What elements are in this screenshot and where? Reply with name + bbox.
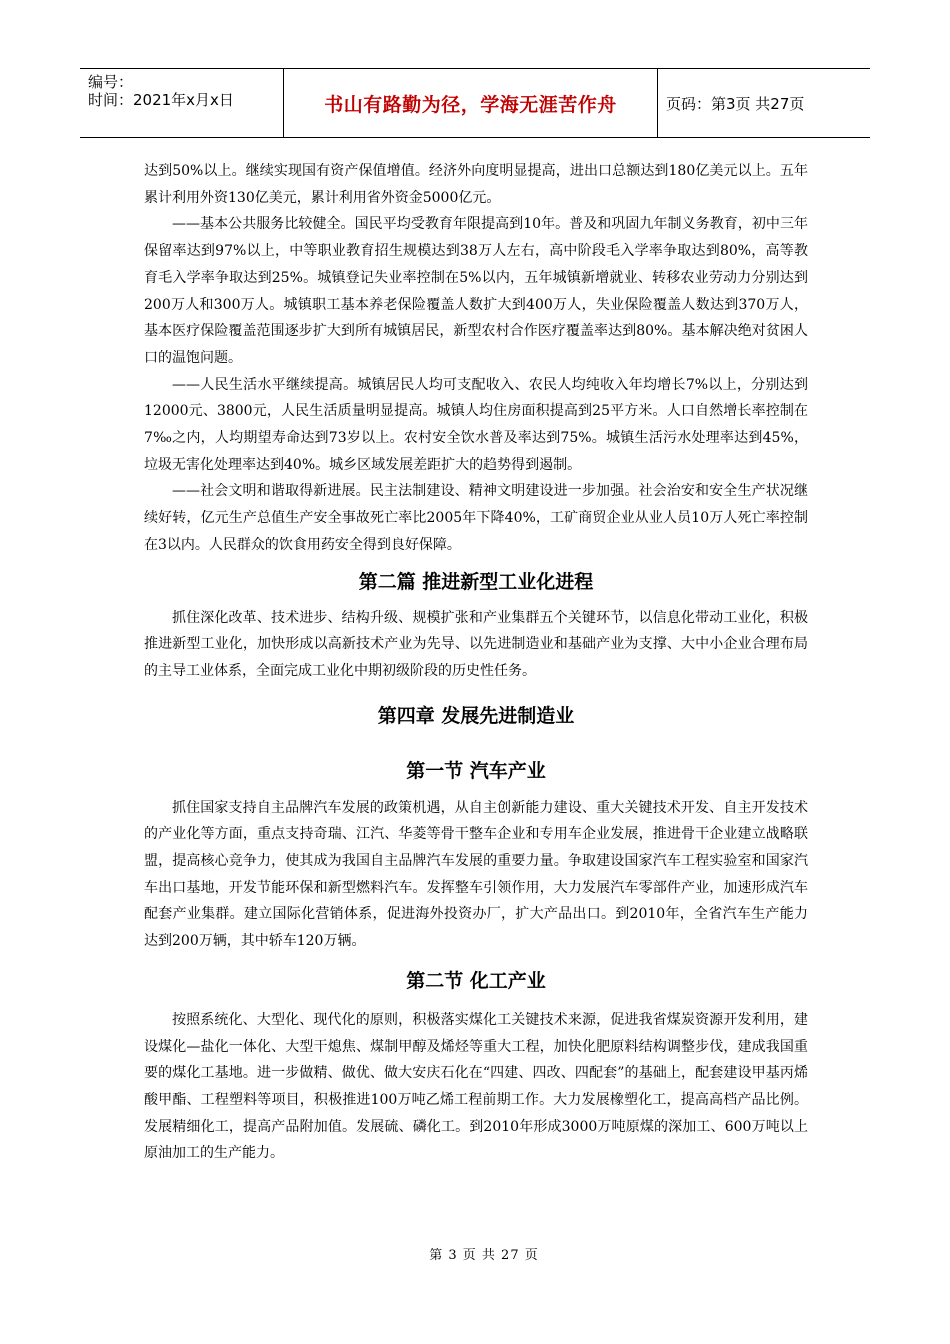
paragraph: 抓住深化改革、技术进步、结构升级、规模扩张和产业集群五个关键环节，以信息化带动工业化，积极推进新型工业化，加快形成以高新技术产业为先导、以先进制造业和基础产业为支撑、大中小企业合理布局的主导工业体系，全面完成工业化中期初级阶段的历史性任务。 — [144, 609, 808, 679]
section-heading: 第一节 汽车产业 — [406, 759, 546, 782]
header-time-label: 时间：2021年x月x日 — [88, 91, 234, 109]
paragraph: 抓住国家支持自主品牌汽车发展的政策机遇，从自主创新能力建设、重大关键技术开发、自主开发技术的产业化等方面，重点支持奇瑞、江汽、华菱等骨干整车企业和专用车企业发展，推进骨干企业建立战略联盟，提高核心竞争力，使其成为我国自主品牌汽车发展的重要力量。争取建设国家汽车工程实验室和国家汽车出口基地，开发节能环保和新型燃料汽车。发挥整车引领作用，大力发展汽车零部件产业，加速形成汽车配套产业集群。建立国际化营销体系，促进海外投资办厂，扩大产品出口。到2010年，全省汽车生产能力达到200万辆，其中轿车120万辆。 — [144, 799, 808, 950]
paragraph: 达到50%以上。继续实现国有资产保值增值。经济外向度明显提高，进出口总额达到180亿美元以上。五年累计利用外资130亿美元，累计利用省外资金5000亿元。 — [144, 163, 808, 206]
paragraph: 按照系统化、大型化、现代化的原则，积极落实煤化工关键技术来源，促进我省煤炭资源开发利用，建设煤化—盐化一体化、大型干熄焦、煤制甲醇及烯烃等重大工程，加快化肥原料结构调整步伐，建成我国重要的煤化工基地。进一步做精、做优、做大安庆石化在“四建、四改、四配套”的基础上，配套建设甲基丙烯酸甲酯、工程塑料等项目，积极推进100万吨乙烯工程前期工作。大力发展橡塑化工，提高高档产品比例。发展精细化工，提高产品附加值。发展硫、磷化工。到2010年形成3000万吨原煤的深加工、600万吨以上原油加工的生产能力。 — [144, 1011, 808, 1162]
document-body — [144, 158, 808, 1167]
header-number-label: 编号： — [88, 73, 134, 91]
header-page-info: 页码：第3页 共27页 — [666, 94, 805, 113]
section-heading: 第二节 化工产业 — [406, 969, 546, 992]
paragraph: ——社会文明和谐取得新进展。民主法制建设、精神文明建设进一步加强。社会治安和安全生产状况继续好转，亿元生产总值生产安全事故死亡率比2005年下降40%，工矿商贸企业从业人员10万人死亡率控制在3以内。人民群众的饮食用药安全得到良好保障。 — [144, 483, 808, 553]
paragraph: ——基本公共服务比较健全。国民平均受教育年限提高到10年。普及和巩固九年制义务教育，初中三年保留率达到97%以上，中等职业教育招生规模达到38万人左右，高中阶段毛入学率争取达到80%，高等教育毛入学率争取达到25%。城镇登记失业率控制在5%以内，五年城镇新增就业、转移农业劳动力分别达到200万人和300万人。城镇职工基本养老保险覆盖人数扩大到400万人，失业保险覆盖人数达到370万人，基本医疗保险覆盖范围逐步扩大到所有城镇居民，新型农村合作医疗覆盖率达到80%。基本解决绝对贫困人口的温饱问题。 — [144, 216, 808, 366]
part-heading: 第二篇 推进新型工业化进程 — [358, 570, 594, 593]
page-header — [80, 68, 870, 138]
header-meta — [80, 69, 283, 137]
header-motto: 书山有路勤为径，学海无涯苦作舟 — [283, 69, 658, 137]
page-footer: 第 3 页 共 27 页 — [429, 1248, 539, 1263]
chapter-heading: 第四章 发展先进制造业 — [377, 704, 575, 727]
paragraph: ——人民生活水平继续提高。城镇居民人均可支配收入、农民人均纯收入年均增长7%以上，分别达到12000元、3800元，人民生活质量明显提高。城镇人均住房面积提高到25平方米。人口自然增长率控制在7‰之内，人均期望寿命达到73岁以上。农村安全饮水普及率达到75%。城镇生活污水处理率达到45%，垃圾无害化处理率达到40%。城乡区域发展差距扩大的趋势得到遏制。 — [144, 376, 808, 473]
